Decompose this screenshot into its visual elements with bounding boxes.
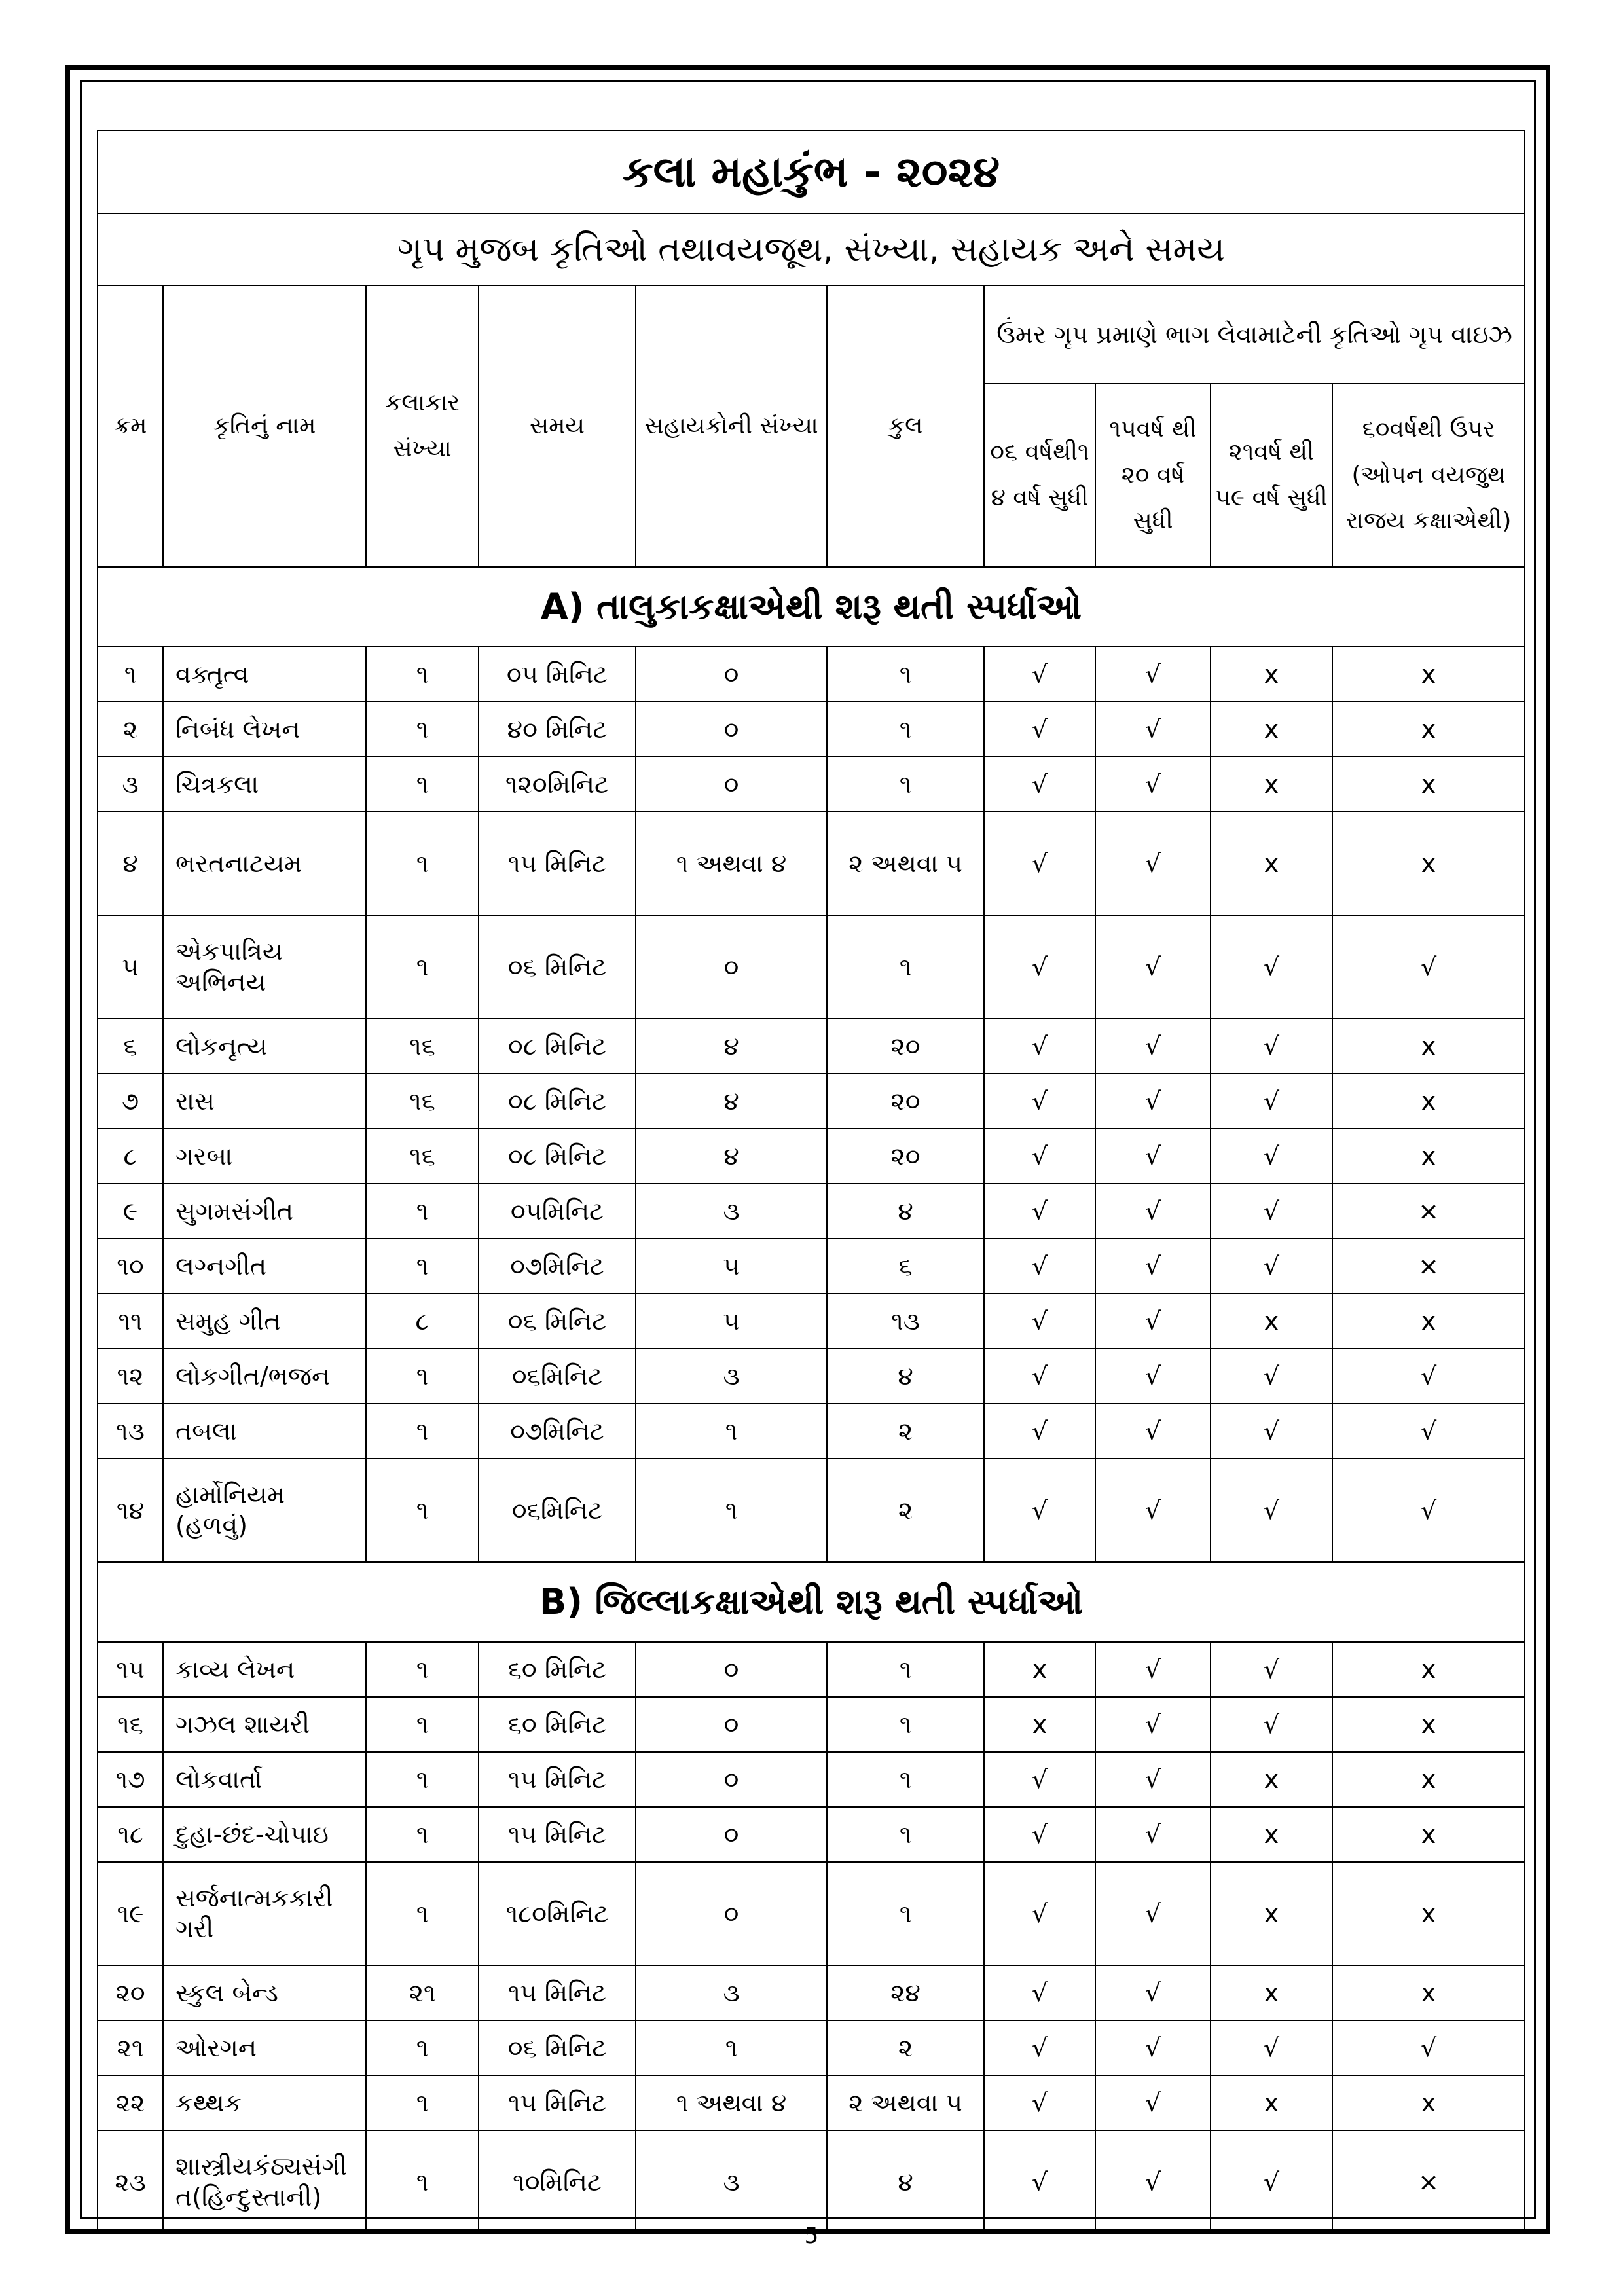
duration: ૦૮ મિનિટ [479,1074,636,1129]
assistant-count: ૫ [636,1294,827,1349]
artist-count: ૧૬ [366,1129,479,1184]
duration: ૧૫ મિનિટ [479,1807,636,1862]
row-number: ૨૨ [98,2075,163,2130]
age-group-4-mark: √ [1332,915,1525,1019]
total-count: ૨૦ [827,1074,984,1129]
table-row [98,1239,1525,1294]
competition-name: ઓરગન [163,2020,366,2075]
artist-count: ૧ [366,1862,479,1965]
header-group-4: ૬૦વર્ષથી ઉપર (ઓપન વયજુથ રાજય કક્ષાએથી) [1332,384,1525,567]
row-number: ૨૧ [98,2020,163,2075]
duration: ૧૫ મિનિટ [479,1965,636,2020]
age-group-3-mark: x [1211,1965,1332,2020]
age-group-4-mark: × [1332,1184,1525,1239]
duration: ૦૬ મિનિટ [479,2020,636,2075]
age-group-4-mark: x [1332,1752,1525,1807]
competition-name: ચિત્રકલા [163,757,366,812]
total-count: ૪ [827,2130,984,2234]
artist-count: ૧ [366,1184,479,1239]
row-number: ૧૫ [98,1642,163,1697]
section-header-row [98,567,1525,647]
duration: ૦૮ મિનિટ [479,1019,636,1074]
age-group-2-mark: √ [1095,1294,1211,1349]
table-row [98,1349,1525,1404]
total-count: ૧ [827,757,984,812]
age-group-1-mark: √ [984,1129,1095,1184]
age-group-3-mark: x [1211,2075,1332,2130]
row-number: ૩ [98,757,163,812]
competition-name: કથ્થક [163,2075,366,2130]
assistant-count: ૪ [636,1019,827,1074]
age-group-1-mark: √ [984,2130,1095,2234]
age-group-3-mark: √ [1211,1404,1332,1459]
age-group-1-mark: √ [984,915,1095,1019]
artist-count: ૧ [366,647,479,702]
duration: ૬૦ મિનિટ [479,1697,636,1752]
age-group-4-mark: x [1332,1294,1525,1349]
assistant-count: ૦ [636,1642,827,1697]
competition-name: દુહા-છંદ-ચોપાઇ [163,1807,366,1862]
assistant-count: ૩ [636,1349,827,1404]
age-group-3-mark: √ [1211,2020,1332,2075]
age-group-2-mark: √ [1095,915,1211,1019]
row-number: ૧૪ [98,1459,163,1562]
total-count: ૧ [827,647,984,702]
total-count: ૧ [827,702,984,757]
artist-count: ૧૬ [366,1074,479,1129]
total-count: ૧૩ [827,1294,984,1349]
age-group-1-mark: √ [984,1965,1095,2020]
age-group-3-mark: √ [1211,1239,1332,1294]
row-number: ૧૯ [98,1862,163,1965]
age-group-4-mark: x [1332,1019,1525,1074]
age-group-3-mark: √ [1211,2130,1332,2234]
assistant-count: ૦ [636,702,827,757]
age-group-1-mark: √ [984,1239,1095,1294]
age-group-4-mark: x [1332,1697,1525,1752]
row-number: ૧૦ [98,1239,163,1294]
assistant-count: ૧ અથવા ૪ [636,812,827,915]
row-number: ૫ [98,915,163,1019]
age-group-4-mark: x [1332,1965,1525,2020]
assistant-count: ૦ [636,1752,827,1807]
competition-table [97,130,1525,2234]
age-group-1-mark: √ [984,647,1095,702]
assistant-count: ૧ અથવા ૪ [636,2075,827,2130]
age-group-3-mark: √ [1211,1074,1332,1129]
table-row [98,1404,1525,1459]
age-group-1-mark: x [984,1642,1095,1697]
total-count: ૨ અથવા ૫ [827,812,984,915]
age-group-3-mark: √ [1211,1697,1332,1752]
header-age-group: ઉંમર ગૃપ પ્રમાણે ભાગ લેવામાટેની કૃતિઓ ગૃપ વાઇઝ [984,285,1525,384]
competition-name: એકપાત્રિય અભિનય [163,915,366,1019]
competition-name: સર્જનાત્મકકારી ગરી [163,1862,366,1965]
competition-name: નિબંધ લેખન [163,702,366,757]
age-group-3-mark: √ [1211,1129,1332,1184]
competition-name: ગઝલ શાયરી [163,1697,366,1752]
row-number: ૧૨ [98,1349,163,1404]
duration: ૧૦મિનિટ [479,2130,636,2234]
age-group-1-mark: √ [984,1862,1095,1965]
age-group-4-mark: x [1332,1074,1525,1129]
age-group-1-mark: √ [984,702,1095,757]
total-count: ૪ [827,1184,984,1239]
artist-count: ૧ [366,1239,479,1294]
age-group-4-mark: x [1332,2075,1525,2130]
row-number: ૧૭ [98,1752,163,1807]
age-group-3-mark: x [1211,1752,1332,1807]
row-number: ૨૩ [98,2130,163,2234]
age-group-4-mark: x [1332,1862,1525,1965]
age-group-2-mark: √ [1095,757,1211,812]
total-count: ૧ [827,1642,984,1697]
section-title: B) જિલ્લાકક્ષાએથી શરૂ થતી સ્પર્ધાઓ [98,1562,1525,1642]
age-group-1-mark: √ [984,1074,1095,1129]
total-count: ૨૦ [827,1019,984,1074]
row-number: ૯ [98,1184,163,1239]
row-number: ૧૮ [98,1807,163,1862]
age-group-3-mark: √ [1211,1019,1332,1074]
age-group-2-mark: √ [1095,1184,1211,1239]
age-group-4-mark: x [1332,812,1525,915]
duration: ૧૨૦મિનિટ [479,757,636,812]
page-title: કલા મહાકુંભ - ૨૦૨૪ [98,130,1525,213]
age-group-2-mark: √ [1095,812,1211,915]
age-group-2-mark: √ [1095,1404,1211,1459]
age-group-4-mark: √ [1332,1349,1525,1404]
total-count: ૧ [827,915,984,1019]
age-group-4-mark: x [1332,1129,1525,1184]
table-row [98,1129,1525,1184]
competition-name: લોકવાર્તા [163,1752,366,1807]
age-group-3-mark: √ [1211,1642,1332,1697]
artist-count: ૧ [366,757,479,812]
age-group-3-mark: √ [1211,915,1332,1019]
header-time: સમય [479,285,636,567]
artist-count: ૧ [366,1459,479,1562]
age-group-2-mark: √ [1095,2130,1211,2234]
row-number: ૧૩ [98,1404,163,1459]
age-group-1-mark: √ [984,1019,1095,1074]
table-row [98,757,1525,812]
table-row [98,812,1525,915]
age-group-2-mark: √ [1095,1807,1211,1862]
age-group-2-mark: √ [1095,1752,1211,1807]
age-group-1-mark: √ [984,2020,1095,2075]
header-group-3: ૨૧વર્ષ થી ૫૯ વર્ષ સુધી [1211,384,1332,567]
assistant-count: ૧ [636,1404,827,1459]
header-assistants: સહાયકોની સંખ્યા [636,285,827,567]
row-number: ૧૬ [98,1697,163,1752]
age-group-3-mark: √ [1211,1349,1332,1404]
age-group-1-mark: √ [984,1349,1095,1404]
section-title: A) તાલુકાકક્ષાએથી શરૂ થતી સ્પર્ધાઓ [98,567,1525,647]
age-group-2-mark: √ [1095,1019,1211,1074]
age-group-4-mark: x [1332,1807,1525,1862]
table-row [98,1459,1525,1562]
age-group-1-mark: √ [984,1459,1095,1562]
header-group-1: ૦૬ વર્ષથી૧ ૪ વર્ષ સુધી [984,384,1095,567]
age-group-1-mark: √ [984,2075,1095,2130]
assistant-count: ૦ [636,1862,827,1965]
table-row [98,1752,1525,1807]
duration: ૦૬ મિનિટ [479,915,636,1019]
age-group-1-mark: x [984,1697,1095,1752]
artist-count: ૧ [366,1349,479,1404]
assistant-count: ૪ [636,1074,827,1129]
total-count: ૨ [827,1459,984,1562]
age-group-2-mark: √ [1095,1239,1211,1294]
artist-count: ૧ [366,915,479,1019]
row-number: ૨ [98,702,163,757]
age-group-4-mark: √ [1332,1459,1525,1562]
age-group-1-mark: √ [984,1404,1095,1459]
table-row [98,647,1525,702]
age-group-1-mark: √ [984,757,1095,812]
table-row [98,1019,1525,1074]
duration: ૦૫ મિનિટ [479,647,636,702]
age-group-3-mark: x [1211,702,1332,757]
assistant-count: ૪ [636,1129,827,1184]
age-group-2-mark: √ [1095,1129,1211,1184]
competition-name: સ્કુલ બેન્ડ [163,1965,366,2020]
total-count: ૨ [827,2020,984,2075]
artist-count: ૧ [366,812,479,915]
assistant-count: ૧ [636,1459,827,1562]
table-row [98,2020,1525,2075]
table-row [98,1294,1525,1349]
age-group-4-mark: x [1332,647,1525,702]
artist-count: ૧ [366,1642,479,1697]
age-group-3-mark: √ [1211,1184,1332,1239]
total-count: ૧ [827,1807,984,1862]
total-count: ૨૦ [827,1129,984,1184]
row-number: ૧ [98,647,163,702]
header-artists: કલાકાર સંખ્યા [366,285,479,567]
age-group-1-mark: √ [984,1807,1095,1862]
section-header-row [98,1562,1525,1642]
table-row [98,1697,1525,1752]
header-total: કુલ [827,285,984,567]
table-row [98,1965,1525,2020]
header-kram: ક્રમ [98,285,163,567]
duration: ૪૦ મિનિટ [479,702,636,757]
competition-name: સુગમસંગીત [163,1184,366,1239]
page-number: 5 [804,2223,819,2249]
total-count: ૧ [827,1862,984,1965]
row-number: ૭ [98,1074,163,1129]
table-row [98,2075,1525,2130]
duration: ૦૫મિનિટ [479,1184,636,1239]
header-group-2: ૧૫વર્ષ થી ૨૦ વર્ષ સુધી [1095,384,1211,567]
duration: ૧૫ મિનિટ [479,2075,636,2130]
age-group-3-mark: x [1211,757,1332,812]
age-group-2-mark: √ [1095,1642,1211,1697]
age-group-1-mark: √ [984,1294,1095,1349]
total-count: ૨ અથવા ૫ [827,2075,984,2130]
age-group-4-mark: x [1332,1642,1525,1697]
table-row [98,915,1525,1019]
total-count: ૧ [827,1697,984,1752]
row-number: ૪ [98,812,163,915]
age-group-2-mark: √ [1095,1697,1211,1752]
competition-name: તબલા [163,1404,366,1459]
age-group-3-mark: x [1211,1862,1332,1965]
artist-count: ૧ [366,1807,479,1862]
table-row [98,702,1525,757]
artist-count: ૧ [366,2130,479,2234]
age-group-3-mark: x [1211,647,1332,702]
age-group-2-mark: √ [1095,1965,1211,2020]
artist-count: ૧૬ [366,1019,479,1074]
artist-count: ૧ [366,702,479,757]
age-group-2-mark: √ [1095,2075,1211,2130]
age-group-1-mark: √ [984,1184,1095,1239]
assistant-count: ૧ [636,2020,827,2075]
age-group-3-mark: x [1211,1294,1332,1349]
age-group-1-mark: √ [984,812,1095,915]
assistant-count: ૫ [636,1239,827,1294]
age-group-1-mark: √ [984,1752,1095,1807]
age-group-3-mark: x [1211,1807,1332,1862]
duration: ૦૬ મિનિટ [479,1294,636,1349]
age-group-2-mark: √ [1095,2020,1211,2075]
competition-name: ભરતનાટયમ [163,812,366,915]
competition-name: રાસ [163,1074,366,1129]
age-group-2-mark: √ [1095,1862,1211,1965]
age-group-4-mark: √ [1332,1404,1525,1459]
total-count: ૨૪ [827,1965,984,2020]
header-name: કૃતિનું નામ [163,285,366,567]
age-group-4-mark: x [1332,702,1525,757]
table-row [98,1642,1525,1697]
artist-count: ૧ [366,1697,479,1752]
duration: ૦૭મિનિટ [479,1239,636,1294]
age-group-4-mark: × [1332,2130,1525,2234]
artist-count: ૧ [366,2075,479,2130]
table-row [98,1184,1525,1239]
total-count: ૪ [827,1349,984,1404]
competition-name: શાસ્ત્રીયકંઠ્યસંગી ત(હિન્દુસ્તાની) [163,2130,366,2234]
row-number: ૬ [98,1019,163,1074]
age-group-2-mark: √ [1095,1074,1211,1129]
artist-count: ૧ [366,2020,479,2075]
competition-name: ગરબા [163,1129,366,1184]
assistant-count: ૩ [636,1965,827,2020]
competition-name: લોકગીત/ભજન [163,1349,366,1404]
assistant-count: ૦ [636,915,827,1019]
total-count: ૬ [827,1239,984,1294]
artist-count: ૧ [366,1752,479,1807]
table-row [98,1074,1525,1129]
assistant-count: ૦ [636,757,827,812]
assistant-count: ૩ [636,2130,827,2234]
competition-name: વક્તૃત્વ [163,647,366,702]
competition-name: સમુહ ગીત [163,1294,366,1349]
duration: ૦૬મિનિટ [479,1459,636,1562]
competition-name: લોકનૃત્ય [163,1019,366,1074]
duration: ૬૦ મિનિટ [479,1642,636,1697]
assistant-count: ૦ [636,647,827,702]
duration: ૧૫ મિનિટ [479,1752,636,1807]
age-group-2-mark: √ [1095,647,1211,702]
duration: ૧૫ મિનિટ [479,812,636,915]
duration: ૦૭મિનિટ [479,1404,636,1459]
duration: ૦૮ મિનિટ [479,1129,636,1184]
artist-count: ૮ [366,1294,479,1349]
age-group-2-mark: √ [1095,1459,1211,1562]
total-count: ૧ [827,1752,984,1807]
artist-count: ૧ [366,1404,479,1459]
age-group-2-mark: √ [1095,1349,1211,1404]
total-count: ૨ [827,1404,984,1459]
age-group-4-mark: √ [1332,2020,1525,2075]
row-number: ૧૧ [98,1294,163,1349]
duration: ૦૬મિનિટ [479,1349,636,1404]
age-group-2-mark: √ [1095,702,1211,757]
row-number: ૨૦ [98,1965,163,2020]
age-group-4-mark: × [1332,1239,1525,1294]
competition-name: કાવ્ય લેખન [163,1642,366,1697]
competition-name: લગ્નગીત [163,1239,366,1294]
table-row [98,1807,1525,1862]
table-row [98,1862,1525,1965]
table-row [98,2130,1525,2234]
assistant-count: ૩ [636,1184,827,1239]
page-subtitle: ગૃપ મુજબ કૃતિઓ તથાવયજૂથ, સંખ્યા, સહાયક અને સમય [98,213,1525,285]
age-group-4-mark: x [1332,757,1525,812]
duration: ૧૮૦મિનિટ [479,1862,636,1965]
artist-count: ૨૧ [366,1965,479,2020]
row-number: ૮ [98,1129,163,1184]
assistant-count: ૦ [636,1697,827,1752]
competition-name: હાર્મોનિયમ (હળવું) [163,1459,366,1562]
age-group-3-mark: √ [1211,1459,1332,1562]
assistant-count: ૦ [636,1807,827,1862]
age-group-3-mark: x [1211,812,1332,915]
